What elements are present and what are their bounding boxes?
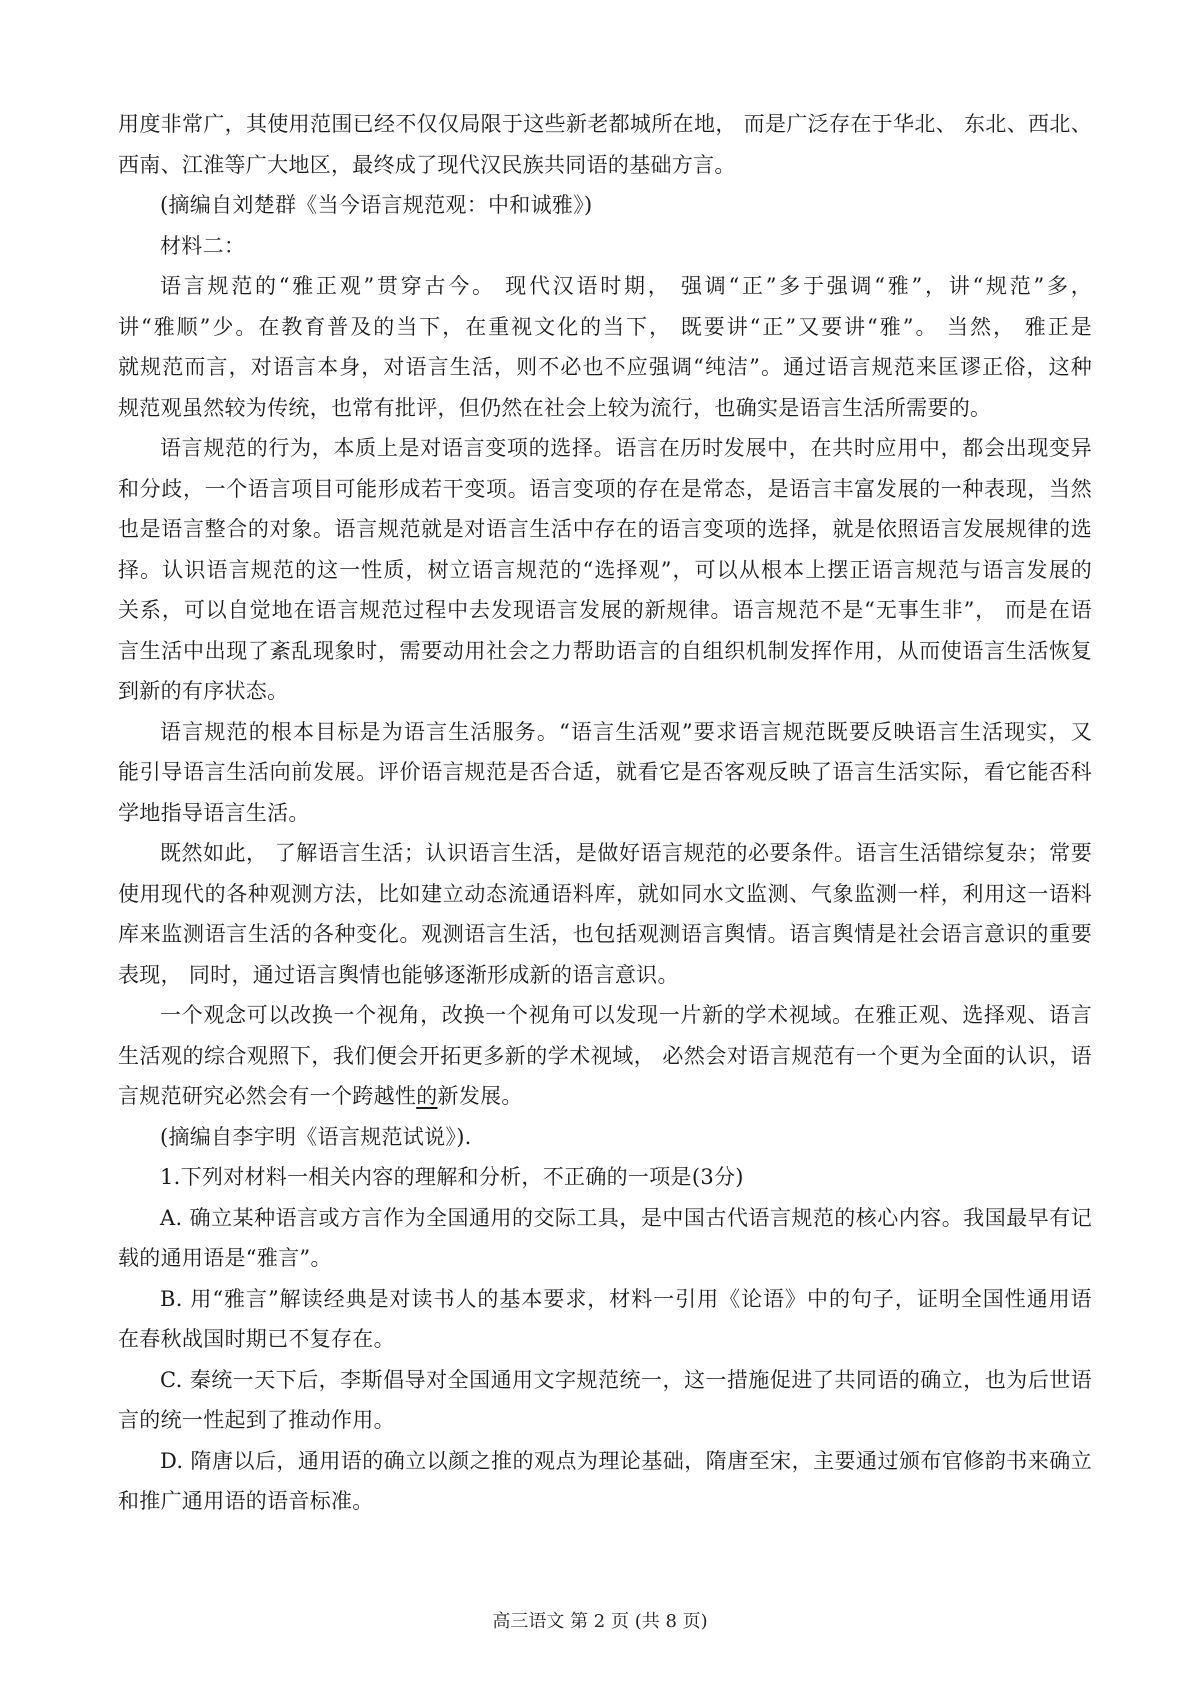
paragraph-line: 语言规范的“雅正观”贯穿古今。 现代汉语时期， 强调“正”多于强调“雅”，讲“规范”多， [160,274,1092,298]
section-heading: 材料二： [160,233,246,258]
option-b: B. 用“雅言”解读经典是对读书人的基本要求，材料一引用《论语》中的句子，证明全国性通用语 [160,1286,1092,1311]
document-body [118,104,1092,1522]
source-citation: (摘编自刘楚群《当今语言规范观：中和诚雅》) [160,193,593,217]
paragraph-line: 规范观虽然较为传统，也常有批评，但仍然在社会上较为流行，也确实是语言生活所需要的。 [118,395,992,420]
paragraph-line-end: 新发展。 [437,1084,523,1108]
option-c-continued: 言的统一性起到了推动作用。 [118,1408,395,1432]
option-d: D. 隋唐以后，通用语的确立以颜之推的观点为理论基础，隋唐至宋，主要通过颁布官修韵书来确立 [160,1448,1092,1473]
option-a-continued: 载的通用语是“雅言”。 [118,1246,332,1270]
paragraph-line: 和分歧，一个语言项目可能形成若干变项。语言变项的存在是常态，是语言丰富发展的一种表现，当然 [118,476,1092,501]
paragraph-line: 语言规范的行为，本质上是对语言变项的选择。语言在历时发展中，在共时应用中，都会出现变异 [160,436,1092,460]
paragraph-line: 语言规范的根本目标是为语言生活服务。“语言生活观”要求语言规范既要反映语言生活现实，又 [160,719,1092,744]
question-stem: 1.下列对材料一相关内容的理解和分析，不正确的一项是(3分) [160,1165,744,1189]
paragraph-line: 择。认识语言规范的这一性质，树立语言规范的“选择观”，可以从根本上摆正语言规范与语言发展的 [118,557,1092,582]
text-line: 西南、江淮等广大地区，最终成了现代汉民族共同语的基础方言。 [118,152,736,177]
option-b-continued: 在春秋战国时期已不复存在。 [118,1327,395,1351]
paragraph-line: 学地指导语言生活。 [118,800,310,825]
paragraph-line: 讲“雅顺”少。在教育普及的当下，在重视文化的当下， 既要讲“正”又要讲“雅”。 当然， 雅正是 [118,314,1092,339]
source-citation: (摘编自李宇明《语言规范试说》). [160,1124,472,1149]
paragraph-line: 一个观念可以改换一个视角，改换一个视角可以发现一片新的学术视域。在雅正观、选择观、语言 [160,1003,1092,1027]
option-a: A. 确立某种语言或方言作为全国通用的交际工具，是中国古代语言规范的核心内容。我国最早有记 [160,1205,1092,1230]
option-d-continued: 和推广通用语的语音标准。 [118,1489,374,1513]
underlined-word: 的 [416,1084,438,1108]
paragraph-line: 也是语言整合的对象。语言规范就是对语言生活中存在的语言变项的选择，就是依照语言发展规律的选 [118,517,1092,541]
paragraph-line: 表现， 同时，通过语言舆情也能够逐渐形成新的语言意识。 [118,962,679,987]
option-c: C. 秦统一天下后，李斯倡导对全国通用文字规范统一，这一措施促进了共同语的确立，也为后世语 [160,1367,1092,1392]
text-line: 用度非常广，其使用范围已经不仅仅局限于这些新老都城所在地， 而是广泛存在于华北、 东北、西北、 [118,112,1092,136]
paragraph-line: 言生活中出现了紊乱现象时，需要动用社会之力帮助语言的自组织机制发挥作用，从而使语言生活恢复 [118,638,1092,663]
paragraph-line-text: 言规范研究必然会有一个跨越性 [118,1084,417,1108]
paragraph-line: 既然如此， 了解语言生活；认识语言生活，是做好语言规范的必要条件。语言生活错综复杂；常要 [160,841,1092,865]
paragraph-line [118,1076,1092,1117]
paragraph-line: 关系，可以自觉地在语言规范过程中去发现语言发展的新规律。语言规范不是“无事生非”， 而是在语 [118,598,1092,622]
paragraph-line: 能引导语言生活向前发展。评价语言规范是否合适，就看它是否客观反映了语言生活实际，看它能否科 [118,760,1092,784]
page-footer: 高三语文 第 2 页 (共 8 页) [492,1611,708,1632]
paragraph-line: 生活观的综合观照下，我们便会开拓更多新的学术视域， 必然会对语言规范有一个更为全面的认识，语 [118,1043,1092,1068]
paragraph-line: 到新的有序状态。 [118,679,289,703]
paragraph-line: 库来监测语言生活的各种变化。观测语言生活，也包括观测语言舆情。语言舆情是社会语言意识的重要 [118,922,1092,946]
paragraph-line: 使用现代的各种观测方法，比如建立动态流通语料库，就如同水文监测、气象监测一样，利用这一语料 [118,881,1092,906]
paragraph-line: 就规范而言，对语言本身，对语言生活，则不必也不应强调“纯洁”。通过语言规范来匡谬正俗，这种 [118,355,1092,379]
